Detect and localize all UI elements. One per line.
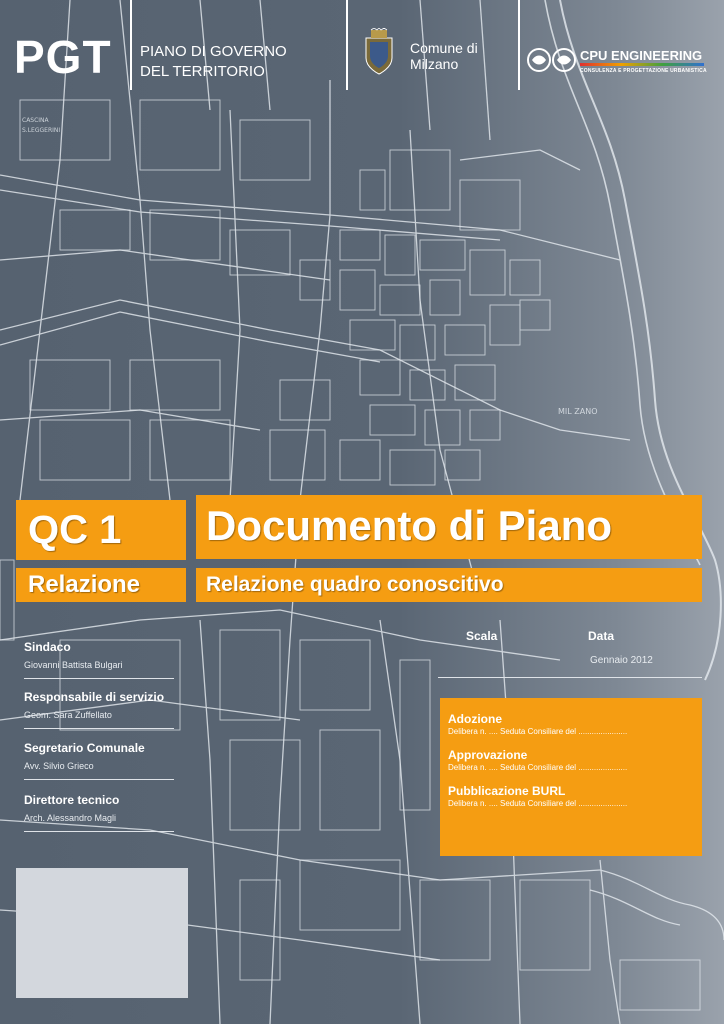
scale-label: Scala bbox=[466, 629, 498, 643]
approval-line: Delibera n. .... Seduta Consiliare del ...................... bbox=[448, 727, 628, 736]
document-code: QC 1 bbox=[16, 500, 186, 560]
coat-of-arms-icon bbox=[362, 28, 396, 76]
approval-heading-adozione: Adozione bbox=[448, 712, 502, 726]
staff-name: Geom. Sara Zuffellato bbox=[24, 710, 112, 720]
map-label-leggerini: S.LEGGERINI bbox=[22, 127, 61, 134]
date-value: Gennaio 2012 bbox=[590, 655, 653, 666]
approval-line: Delibera n. .... Seduta Consiliare del ...................... bbox=[448, 799, 628, 808]
staff-entry-responsabile bbox=[24, 690, 174, 721]
approval-panel bbox=[440, 698, 702, 856]
staff-divider bbox=[24, 779, 174, 780]
header-divider bbox=[518, 0, 520, 90]
approval-line: Delibera n. .... Seduta Consiliare del ...................... bbox=[448, 763, 628, 772]
staff-name: Avv. Silvio Grieco bbox=[24, 761, 94, 771]
company-tagline: CONSULENZA E PROGETTAZIONE URBANISTICA bbox=[580, 68, 707, 74]
image-placeholder bbox=[16, 868, 188, 998]
plan-name-line2: DEL TERRITORIO bbox=[140, 63, 265, 80]
map-label-milzano: MIL ZANO bbox=[558, 407, 598, 416]
staff-role: Sindaco bbox=[24, 640, 71, 654]
document-subtitle: Relazione quadro conoscitivo bbox=[196, 568, 702, 602]
municipality-line2: Milzano bbox=[410, 56, 459, 72]
staff-name: Arch. Alessandro Magli bbox=[24, 813, 117, 823]
staff-role: Responsabile di servizio bbox=[24, 690, 165, 704]
approval-heading-approvazione: Approvazione bbox=[448, 748, 528, 762]
cpu-engineering-logo bbox=[526, 46, 578, 76]
staff-entry-segretario bbox=[24, 741, 174, 772]
staff-name: Giovanni Battista Bulgari bbox=[24, 660, 123, 670]
approval-heading-burl: Pubblicazione BURL bbox=[448, 784, 566, 798]
header-divider bbox=[346, 0, 348, 90]
company-name: CPU ENGINEERING bbox=[580, 48, 703, 63]
plan-name-line1: PIANO DI GOVERNO bbox=[140, 43, 287, 60]
staff-divider bbox=[24, 678, 174, 679]
staff-entry-direttore bbox=[24, 793, 174, 824]
map-label-cascina: CASCINA bbox=[22, 117, 49, 124]
staff-entry-sindaco bbox=[24, 640, 174, 671]
header-divider bbox=[130, 0, 132, 90]
document-type: Relazione bbox=[16, 568, 186, 602]
document-title: Documento di Piano bbox=[196, 495, 702, 559]
pgt-logo-text: PGT bbox=[14, 31, 112, 83]
staff-divider bbox=[24, 728, 174, 729]
municipality-line1: Comune di bbox=[410, 40, 478, 56]
municipality-name bbox=[410, 40, 478, 72]
staff-role: Segretario Comunale bbox=[24, 741, 145, 755]
staff-divider bbox=[24, 831, 174, 832]
date-label: Data bbox=[588, 629, 615, 643]
company-color-bar bbox=[580, 63, 704, 66]
plan-name bbox=[140, 42, 287, 82]
meta-divider bbox=[438, 677, 702, 678]
staff-role: Direttore tecnico bbox=[24, 793, 120, 807]
